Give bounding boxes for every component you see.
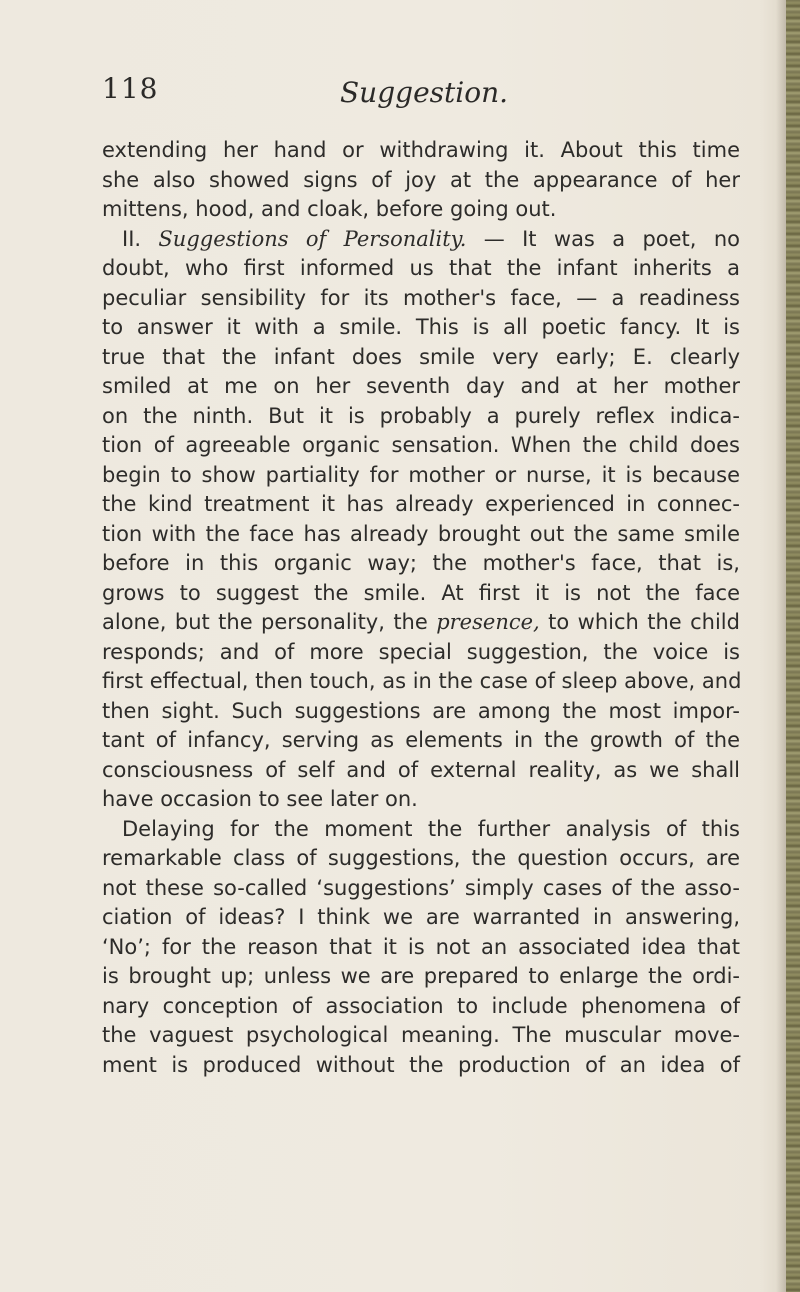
text-line: have occasion to see later on. <box>102 787 418 811</box>
page-edge-shadow <box>776 0 786 1292</box>
text-line: to answer it with a smile. This is all poetic fancy. It is <box>102 315 740 339</box>
running-head: Suggestion. <box>340 76 508 109</box>
text-line: ‘No’; for the reason that it is not an associated idea that <box>102 934 740 959</box>
text-line: consciousness of self and of external reality, as we shall <box>102 757 740 782</box>
page-number: 118 <box>102 72 159 105</box>
text-line-with-emphasis <box>102 608 740 638</box>
text-line: doubt, who first informed us that the infant inherits a <box>102 256 740 280</box>
text-line: tant of infancy, serving as elements in the growth of the <box>102 728 740 752</box>
text-line: extending her hand or withdrawing it. About this time <box>102 138 740 162</box>
page-header <box>102 72 742 118</box>
emphasis-presence: presence, <box>436 610 540 634</box>
text-line: she also showed signs of joy at the appearance of her <box>102 167 740 192</box>
text-line: ciation of ideas? I think we are warranted in answering, <box>102 905 740 929</box>
text-line: true that the infant does smile very early; E. clearly <box>102 344 740 369</box>
text-line: is brought up; unless we are prepared to enlarge the ordi- <box>102 964 740 988</box>
text-line: peculiar sensibility for its mother's face, — a readiness <box>102 285 740 310</box>
text-line: ment is produced without the production of an idea of <box>102 1052 740 1077</box>
text-segment: — It was a poet, no <box>483 226 740 251</box>
text-line: nary conception of association to include phenomena of <box>102 993 740 1018</box>
text-line: smiled at me on her seventh day and at her mother <box>102 374 740 398</box>
text-line: tion of agreeable organic sensation. When the child does <box>102 433 740 457</box>
text-line: before in this organic way; the mother's face, that is, <box>102 551 740 575</box>
text-line: tion with the face has already brought out the same smile <box>102 521 740 546</box>
text-segment: to which the child <box>548 610 740 634</box>
text-line: the vaguest psychological meaning. The muscular move- <box>102 1023 740 1047</box>
text-line: not these so-called ‘suggestions’ simply cases of the asso- <box>102 875 740 900</box>
text-line: the kind treatment it has already experienced in connec- <box>102 492 740 516</box>
text-segment: alone, but the personality, the <box>102 610 428 634</box>
text-line: responds; and of more special suggestion, the voice is <box>102 639 740 664</box>
text-line: grows to suggest the smile. At first it is not the face <box>102 580 740 605</box>
text-line: then sight. Such suggestions are among the most impor- <box>102 698 740 723</box>
text-line-section-heading <box>102 225 740 255</box>
section-number: II. <box>122 226 142 251</box>
text-line: mittens, hood, and cloak, before going out. <box>102 197 557 221</box>
body-text <box>102 136 740 1080</box>
text-line: remarkable class of suggestions, the question occurs, are <box>102 846 740 870</box>
section-title: Suggestions of Personality. <box>158 226 467 251</box>
page-edge-binding <box>786 0 800 1292</box>
text-line: first effectual, then touch, as in the case of sleep above, and <box>102 669 742 693</box>
text-line: on the ninth. But it is probably a purely reflex indica- <box>102 403 740 428</box>
text-line: begin to show partiality for mother or nurse, it is because <box>102 462 740 487</box>
text-line: Delaying for the moment the further analysis of this <box>122 816 740 841</box>
